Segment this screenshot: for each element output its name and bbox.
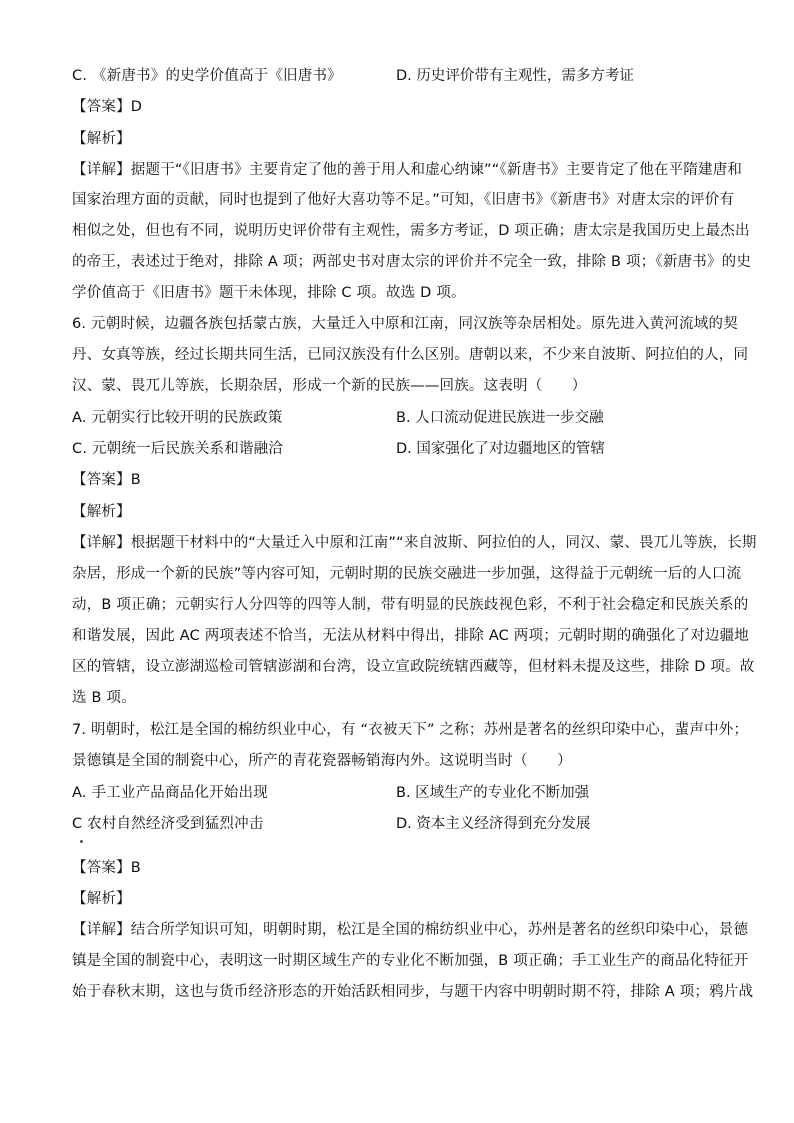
q7-detail-line: 始于春秋末期，这也与货币经济形态的开始活跃相同步，与题干内容中明朝时期不符，排除 A 项；鸦片战 <box>72 984 754 1000</box>
q5-analysis-label: 【解析】 <box>72 131 131 147</box>
q6-option-b: B. 人口流动促进民族进一步交融 <box>396 410 604 426</box>
q6-stem-line: 6. 元朝时候，边疆各族包括蒙古族，大量迁入中原和江南，同汉族等杂居相处。原先进入黄河流域的契 <box>72 316 738 332</box>
q6-detail-line: 和谐发展，因此 AC 两项表述不恰当，无法从材料中得出，排除 AC 两项；元朝时期的确强化了对边疆地 <box>72 628 750 644</box>
q7-detail-line: 【详解】结合所学知识可知，明朝时期，松江是全国的棉纺织业中心，苏州是著名的丝织印染中心，景德 <box>72 922 749 938</box>
q6-detail-line: 选 B 项。 <box>72 690 136 706</box>
q6-analysis-label: 【解析】 <box>72 504 131 520</box>
q5-detail-line: 国家治理方面的贡献，同时也提到了他好大喜功等不足。”可知，《旧唐书》《新唐书》对唐太宗的评价有 <box>72 192 735 208</box>
q7-answer: 【答案】B <box>72 860 141 876</box>
q6-option-d: D. 国家强化了对边疆地区的管辖 <box>396 441 605 457</box>
q7-detail-line: 镇是全国的制瓷中心，表明这一时期区域生产的专业化不断加强，B 项正确；手工业生产的商品化特征开 <box>72 953 749 969</box>
q6-detail-line: 动，B 项正确；元朝实行人分四等的四等人制，带有明显的民族歧视色彩，不利于社会稳定和民族关系的 <box>72 597 749 613</box>
q7-option-b: B. 区域生产的专业化不断加强 <box>396 785 590 801</box>
q5-option-c: C. 《新唐书》的史学价值高于《旧唐书》 <box>72 68 342 84</box>
q7-stem-line: 7. 明朝时，松江是全国的棉纺织业中心，有 “衣被天下” 之称；苏州是著名的丝织印染中心，蜚声中外； <box>72 722 749 738</box>
q7-stem-line: 景德镇是全国的制瓷中心，所产的青花瓷器畅销海内外。这说明当时（ ） <box>72 753 572 769</box>
q6-option-a: A. 元朝实行比较开明的民族政策 <box>72 410 283 426</box>
q5-detail-line: 的帝王，表述过于绝对，排除 A 项；两部史书对唐太宗的评价并不完全一致，排除 B 项；《新唐书》的史 <box>72 254 752 270</box>
q6-stem-line: 丹、女真等族，经过长期共同生活，已同汉族没有什么区别。唐朝以来，不少来自波斯、阿拉伯的人，同 <box>72 347 749 363</box>
q6-detail-line: 杂居，形成一个新的民族”等内容可知，元朝时期的民族交融进一步加强，这得益于元朝统一后的人口流 <box>72 566 742 582</box>
q5-option-d: D. 历史评价带有主观性，需多方考证 <box>396 68 634 84</box>
q6-detail-line: 【详解】根据题干材料中的“大量迁入中原和江南”“来自波斯、阿拉伯的人，同汉、蒙、畏兀儿等族，长期 <box>72 535 757 551</box>
q6-detail-line: 区的管辖，设立澎湖巡检司管辖澎湖和台湾，设立宣政院统辖西藏等，但材料未提及这些，排除 D 项。故 <box>72 659 755 675</box>
q7-option-a: A. 手工业产品商品化开始出现 <box>72 785 268 801</box>
q6-stem-line: 汉、蒙、畏兀儿等族，长期杂居，形成一个新的民族——回族。这表明（ ） <box>72 378 587 394</box>
q5-detail-line: 相似之处，但也有不同，说明历史评价带有主观性，需多方考证，D 项正确；唐太宗是我国历史上最杰出 <box>72 223 750 239</box>
q7-option-d: D. 资本主义经济得到充分发展 <box>396 816 591 832</box>
q6-option-c: C. 元朝统一后民族关系和谐融洽 <box>72 441 284 457</box>
q6-answer: 【答案】B <box>72 472 141 488</box>
q7-option-c: C 农村自然经济受到猛烈冲击 <box>72 816 264 832</box>
q5-detail-line: 学价值高于《旧唐书》题干未体现，排除 C 项。故选 D 项。 <box>72 285 466 301</box>
q5-detail-line: 【详解】据题干“《旧唐书》主要肯定了他的善于用人和虚心纳谏”“《新唐书》主要肯定了他在平隋建唐和 <box>72 162 743 178</box>
q5-answer: 【答案】D <box>72 99 143 115</box>
stray-dot <box>80 840 83 843</box>
q7-analysis-label: 【解析】 <box>72 891 131 907</box>
